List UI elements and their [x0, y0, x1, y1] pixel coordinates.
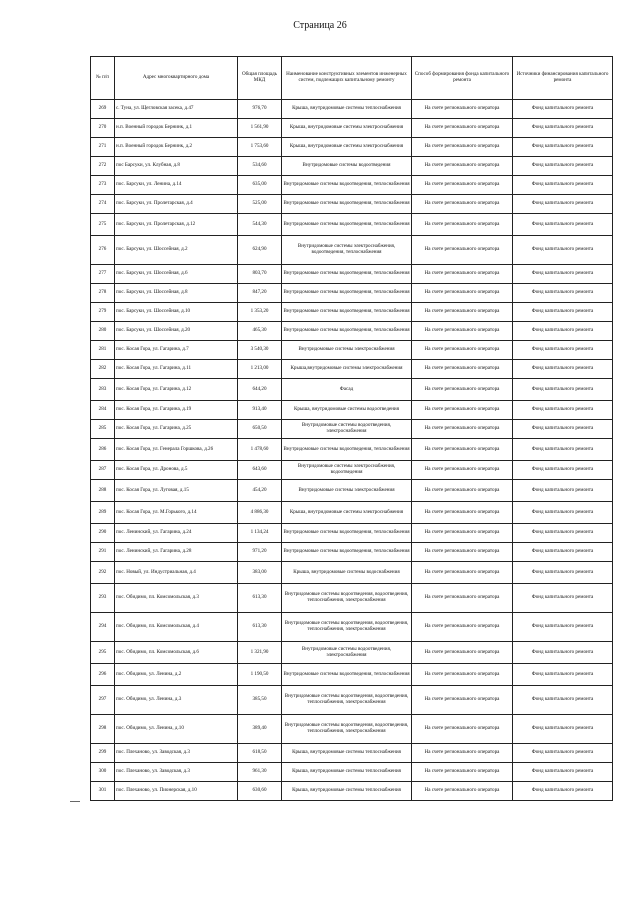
row-source: Фонд капитального ремонта — [513, 176, 613, 195]
table-row — [91, 195, 613, 214]
row-address: пос. Новый, ул. Индустриальная, д.4 — [115, 562, 238, 584]
row-address: пос. Обидимо, пл. Комсомольская, д.3 — [115, 584, 238, 613]
row-area: 613,30 — [238, 613, 282, 642]
row-area: 613,30 — [238, 584, 282, 613]
row-number: 271 — [91, 138, 115, 157]
row-method: На счете регионального оператора — [412, 195, 513, 214]
row-source: Фонд капитального ремонта — [513, 782, 613, 801]
row-address: пос. Обидимо, ул. Ленина, д.3 — [115, 686, 238, 715]
table-row — [91, 236, 613, 265]
row-elements: Крыша, внутридомовые системы электроснабжения — [282, 119, 412, 138]
row-source: Фонд капитального ремонта — [513, 763, 613, 782]
header-method: Способ формирования фонда капитального ремонта — [412, 57, 513, 100]
row-method: На счете регионального оператора — [412, 265, 513, 284]
row-number: 279 — [91, 303, 115, 322]
row-area: 1 190,50 — [238, 664, 282, 686]
row-method: На счете регионального оператора — [412, 562, 513, 584]
table-row — [91, 176, 613, 195]
row-source: Фонд капитального ремонта — [513, 341, 613, 360]
row-method: На счете регионального оператора — [412, 379, 513, 401]
row-method: На счете регионального оператора — [412, 360, 513, 379]
row-elements: Внутридомовые системы водоотведения, теплоснабжения — [282, 214, 412, 236]
row-method: На счете регионального оператора — [412, 584, 513, 613]
table-row — [91, 401, 613, 420]
row-number: 280 — [91, 322, 115, 341]
row-address: н.п. Военный городок Бернинк, д.1 — [115, 119, 238, 138]
row-area: 525,00 — [238, 195, 282, 214]
row-source: Фонд капитального ремонта — [513, 480, 613, 502]
row-method: На счете регионального оператора — [412, 138, 513, 157]
header-address: Адрес многоквартирного дома — [115, 57, 238, 100]
row-address: пос. Ленинский, ул. Гагарина, д.28 — [115, 543, 238, 562]
row-number: 296 — [91, 664, 115, 686]
row-area: 1 321,90 — [238, 642, 282, 664]
table-row — [91, 502, 613, 524]
row-elements: Внутридомовые системы водоотведения, теплоснабжения — [282, 265, 412, 284]
row-source: Фонд капитального ремонта — [513, 100, 613, 119]
row-area: 465,30 — [238, 322, 282, 341]
row-source: Фонд капитального ремонта — [513, 562, 613, 584]
table-row — [91, 461, 613, 480]
row-method: На счете регионального оператора — [412, 642, 513, 664]
row-method: На счете регионального оператора — [412, 401, 513, 420]
row-address: пос. Обидимо, пл. Комсомольская, д.4 — [115, 613, 238, 642]
row-area: 1 478,60 — [238, 439, 282, 461]
row-address: пос. Барсуки, ул. Шоссейная, д.8 — [115, 284, 238, 303]
row-source: Фонд капитального ремонта — [513, 744, 613, 763]
row-area: 913,40 — [238, 401, 282, 420]
row-address: пос. Обидимо, ул. Ленина, д.2 — [115, 664, 238, 686]
table-header-row — [91, 57, 613, 100]
row-number: 269 — [91, 100, 115, 119]
row-source: Фонд капитального ремонта — [513, 613, 613, 642]
row-address: пос. Косая Гора, ул. Луговая, д.15 — [115, 480, 238, 502]
row-area: 1 753,60 — [238, 138, 282, 157]
row-number: 288 — [91, 480, 115, 502]
header-elements: Наименование конструктивных элементов инженерных систем, подлежащих капитальному ремонту — [282, 57, 412, 100]
row-address: пос. Косая Гора, ул. Гагарина, д.12 — [115, 379, 238, 401]
row-elements: Внутридомовые системы водоотведения, теплоснабжения — [282, 284, 412, 303]
row-area: 389,40 — [238, 715, 282, 744]
row-address: пос. Барсуки, ул. Шоссейная, д.10 — [115, 303, 238, 322]
table-row — [91, 341, 613, 360]
row-source: Фонд капитального ремонта — [513, 195, 613, 214]
row-number: 297 — [91, 686, 115, 715]
row-area: 3 540,30 — [238, 341, 282, 360]
row-source: Фонд капитального ремонта — [513, 420, 613, 439]
row-address: пос. Барсуки, ул. Шоссейная, д.6 — [115, 265, 238, 284]
row-elements: Внутридомовые системы водоотведения, водоотведения, теплоснабжения, электроснабжения — [282, 584, 412, 613]
row-address: пос. Косая Гора, ул. Гагарина, д.25 — [115, 420, 238, 439]
row-area: 643,60 — [238, 461, 282, 480]
row-elements: Крыша,внутридомовые системы электроснабжения — [282, 360, 412, 379]
row-elements: Внутридомовые системы водоотведения, электроснабжения — [282, 642, 412, 664]
row-method: На счете регионального оператора — [412, 236, 513, 265]
row-area: 971,20 — [238, 543, 282, 562]
table-row — [91, 379, 613, 401]
row-number: 272 — [91, 157, 115, 176]
row-elements: Фасад — [282, 379, 412, 401]
repair-table — [90, 56, 613, 801]
row-address: пос. Косая Гора, ул. Дронова, д.5 — [115, 461, 238, 480]
row-method: На счете регионального оператора — [412, 176, 513, 195]
margin-mark — [70, 801, 80, 802]
row-source: Фонд капитального ремонта — [513, 642, 613, 664]
row-elements: Крыша, внутридомовые системы теплоснабжения — [282, 763, 412, 782]
row-number: 284 — [91, 401, 115, 420]
row-area: 1 353,20 — [238, 303, 282, 322]
row-number: 298 — [91, 715, 115, 744]
row-address: пос. Барсуки, ул. Шоссейная, д.2 — [115, 236, 238, 265]
row-method: На счете регионального оператора — [412, 461, 513, 480]
row-area: 650,50 — [238, 420, 282, 439]
row-source: Фонд капитального ремонта — [513, 664, 613, 686]
table-row — [91, 562, 613, 584]
header-area: Общая площадь МКД — [238, 57, 282, 100]
row-method: На счете регионального оператора — [412, 480, 513, 502]
table-row — [91, 524, 613, 543]
row-number: 292 — [91, 562, 115, 584]
row-source: Фонд капитального ремонта — [513, 284, 613, 303]
row-elements: Внутридомовые системы водоотведения, теплоснабжения — [282, 195, 412, 214]
row-area: 1 213,00 — [238, 360, 282, 379]
row-number: 289 — [91, 502, 115, 524]
row-method: На счете регионального оператора — [412, 524, 513, 543]
row-area: 847,20 — [238, 284, 282, 303]
row-number: 273 — [91, 176, 115, 195]
row-method: На счете регионального оператора — [412, 763, 513, 782]
header-source: Источники финансирования капитального ремонта — [513, 57, 613, 100]
row-elements: Крыша, внутридомовые системы теплоснабжения — [282, 100, 412, 119]
row-area: 4 886,30 — [238, 502, 282, 524]
table-row — [91, 543, 613, 562]
row-area: 1 134,24 — [238, 524, 282, 543]
row-elements: Внутридомовые системы водоотведения, водоотведения, теплоснабжения, электроснабжения — [282, 715, 412, 744]
row-method: На счете регионального оператора — [412, 303, 513, 322]
row-source: Фонд капитального ремонта — [513, 138, 613, 157]
table-row — [91, 439, 613, 461]
row-source: Фонд капитального ремонта — [513, 461, 613, 480]
row-number: 274 — [91, 195, 115, 214]
row-area: 635,00 — [238, 176, 282, 195]
row-source: Фонд капитального ремонта — [513, 265, 613, 284]
row-method: На счете регионального оператора — [412, 782, 513, 801]
row-elements: Внутридомовые системы водоотведения, водоотведения, теплоснабжения, электроснабжения — [282, 686, 412, 715]
table-row — [91, 613, 613, 642]
row-address: пос. Плеханово, ул. Заводская, д.3 — [115, 744, 238, 763]
row-elements: Внутридомовые системы электроснабжения — [282, 480, 412, 502]
row-elements: Внутридомовые системы водоотведения, теплоснабжения — [282, 176, 412, 195]
row-address: пос. Обидимо, пл. Комсомольская, д.6 — [115, 642, 238, 664]
row-method: На счете регионального оператора — [412, 157, 513, 176]
row-address: пос. Плеханово, ул. Заводская, д.3 — [115, 763, 238, 782]
row-elements: Внутридомовые системы водоотведения, водоотведения, теплоснабжения, электроснабжения — [282, 613, 412, 642]
table-row — [91, 214, 613, 236]
row-method: На счете регионального оператора — [412, 284, 513, 303]
table-row — [91, 100, 613, 119]
row-area: 383,00 — [238, 562, 282, 584]
row-method: На счете регионального оператора — [412, 322, 513, 341]
row-address: пос. Косая Гора, ул. Гагарина, д.19 — [115, 401, 238, 420]
row-elements: Крыша, внутридомовые системы водоотведения — [282, 401, 412, 420]
row-method: На счете регионального оператора — [412, 341, 513, 360]
row-method: На счете регионального оператора — [412, 214, 513, 236]
row-address: пос. Косая Гора, ул. М.Горького, д.14 — [115, 502, 238, 524]
row-number: 276 — [91, 236, 115, 265]
row-method: На счете регионального оператора — [412, 715, 513, 744]
table-row — [91, 715, 613, 744]
row-source: Фонд капитального ремонта — [513, 236, 613, 265]
table-row — [91, 686, 613, 715]
table-row — [91, 360, 613, 379]
row-elements: Внутридомовые системы водоотведения, теплоснабжения — [282, 303, 412, 322]
row-source: Фонд капитального ремонта — [513, 157, 613, 176]
row-address: пос. Косая Гора, ул. Генерала Горшкова, д.26 — [115, 439, 238, 461]
table-row — [91, 480, 613, 502]
row-number: 282 — [91, 360, 115, 379]
page-title: Страница 26 — [293, 20, 347, 31]
row-source: Фонд капитального ремонта — [513, 119, 613, 138]
table-row — [91, 303, 613, 322]
row-source: Фонд капитального ремонта — [513, 439, 613, 461]
row-address: пос Барсуки, ул. Клубная, д.8 — [115, 157, 238, 176]
row-address: пос. Плеханово, ул. Пионерская, д.10 — [115, 782, 238, 801]
row-area: 534,60 — [238, 157, 282, 176]
row-elements: Внутридомовые системы водоотведения, теплоснабжения — [282, 664, 412, 686]
row-source: Фонд капитального ремонта — [513, 401, 613, 420]
row-method: На счете регионального оператора — [412, 613, 513, 642]
row-area: 544,30 — [238, 214, 282, 236]
row-method: На счете регионального оператора — [412, 543, 513, 562]
row-number: 287 — [91, 461, 115, 480]
row-elements: Внутридомовые системы электроснабжения — [282, 341, 412, 360]
row-elements: Внутридомовые системы водоотведения, электроснабжения — [282, 420, 412, 439]
row-source: Фонд капитального ремонта — [513, 303, 613, 322]
table-row — [91, 322, 613, 341]
row-elements: Крыша, внутридомовые системы электроснабжения — [282, 138, 412, 157]
row-elements: Внутридомовые системы водоотведения, теплоснабжения — [282, 524, 412, 543]
row-elements: Внутридомовые системы водоотведения, теплоснабжения — [282, 543, 412, 562]
row-elements: Внутридомовые системы электроснабжения, водоотведения — [282, 461, 412, 480]
row-number: 299 — [91, 744, 115, 763]
row-elements: Внутридомовые системы водоотведения — [282, 157, 412, 176]
row-number: 285 — [91, 420, 115, 439]
header-number: № п/п — [91, 57, 115, 100]
row-source: Фонд капитального ремонта — [513, 524, 613, 543]
row-area: 644,20 — [238, 379, 282, 401]
row-source: Фонд капитального ремонта — [513, 379, 613, 401]
table-row — [91, 138, 613, 157]
row-number: 277 — [91, 265, 115, 284]
table-row — [91, 119, 613, 138]
row-source: Фонд капитального ремонта — [513, 360, 613, 379]
row-elements: Внутридомовые системы водоотведения, теплоснабжения — [282, 322, 412, 341]
row-area: 1 561,90 — [238, 119, 282, 138]
row-source: Фонд капитального ремонта — [513, 214, 613, 236]
row-method: На счете регионального оператора — [412, 502, 513, 524]
row-area: 385,50 — [238, 686, 282, 715]
row-number: 283 — [91, 379, 115, 401]
table-row — [91, 744, 613, 763]
row-source: Фонд капитального ремонта — [513, 715, 613, 744]
row-source: Фонд капитального ремонта — [513, 686, 613, 715]
row-method: На счете регионального оператора — [412, 100, 513, 119]
table-row — [91, 265, 613, 284]
table-row — [91, 763, 613, 782]
row-area: 618,50 — [238, 744, 282, 763]
table-row — [91, 584, 613, 613]
row-method: На счете регионального оператора — [412, 439, 513, 461]
row-number: 278 — [91, 284, 115, 303]
row-method: На счете регионального оператора — [412, 686, 513, 715]
row-address: пос. Обидимо, ул. Ленина, д.10 — [115, 715, 238, 744]
row-number: 275 — [91, 214, 115, 236]
row-elements: Внутридомовые системы водоотведения, теплоснабжения — [282, 439, 412, 461]
row-address: с. Туна, ул. Щегловская засека, д.47 — [115, 100, 238, 119]
row-address: пос. Косая Гора, ул. Гагарина, д.7 — [115, 341, 238, 360]
row-address: пос. Ленинский, ул. Гагарина, д.24 — [115, 524, 238, 543]
row-method: На счете регионального оператора — [412, 119, 513, 138]
row-address: пос. Косая Гора, ул. Гагарина, д.11 — [115, 360, 238, 379]
row-elements: Крыша, внутридомовые системы водоснабжения — [282, 562, 412, 584]
table-row — [91, 157, 613, 176]
row-address: пос. Барсуки, ул. Пролетарская, д.12 — [115, 214, 238, 236]
row-area: 624,90 — [238, 236, 282, 265]
table-row — [91, 782, 613, 801]
row-elements: Крыша, внутридомовые системы теплоснабжения — [282, 744, 412, 763]
row-source: Фонд капитального ремонта — [513, 322, 613, 341]
row-area: 454,20 — [238, 480, 282, 502]
row-elements: Крыша, внутридомовые системы теплоснабжения — [282, 782, 412, 801]
row-number: 270 — [91, 119, 115, 138]
row-method: На счете регионального оператора — [412, 744, 513, 763]
row-method: На счете регионального оператора — [412, 420, 513, 439]
row-area: 630,60 — [238, 782, 282, 801]
row-address: пос. Барсуки, ул. Пролетарская, д.4 — [115, 195, 238, 214]
row-area: 961,30 — [238, 763, 282, 782]
row-source: Фонд капитального ремонта — [513, 502, 613, 524]
row-area: 803,70 — [238, 265, 282, 284]
row-area: 976,70 — [238, 100, 282, 119]
table-row — [91, 642, 613, 664]
row-number: 290 — [91, 524, 115, 543]
table-row — [91, 420, 613, 439]
row-number: 294 — [91, 613, 115, 642]
row-number: 286 — [91, 439, 115, 461]
row-elements: Крыша, внутридомовые системы электроснабжения — [282, 502, 412, 524]
table-row — [91, 284, 613, 303]
row-address: пос. Барсуки, ул. Ленина, д.14 — [115, 176, 238, 195]
row-source: Фонд капитального ремонта — [513, 584, 613, 613]
row-address: н.п. Военный городок Бернинк, д.2 — [115, 138, 238, 157]
row-number: 300 — [91, 763, 115, 782]
row-number: 293 — [91, 584, 115, 613]
row-address: пос. Барсуки, ул. Шоссейная, д.20 — [115, 322, 238, 341]
row-method: На счете регионального оператора — [412, 664, 513, 686]
row-number: 281 — [91, 341, 115, 360]
row-number: 301 — [91, 782, 115, 801]
row-number: 295 — [91, 642, 115, 664]
table-row — [91, 664, 613, 686]
row-elements: Внутридомовые системы электроснабжения, водоотведения, теплоснабжения — [282, 236, 412, 265]
row-source: Фонд капитального ремонта — [513, 543, 613, 562]
row-number: 291 — [91, 543, 115, 562]
